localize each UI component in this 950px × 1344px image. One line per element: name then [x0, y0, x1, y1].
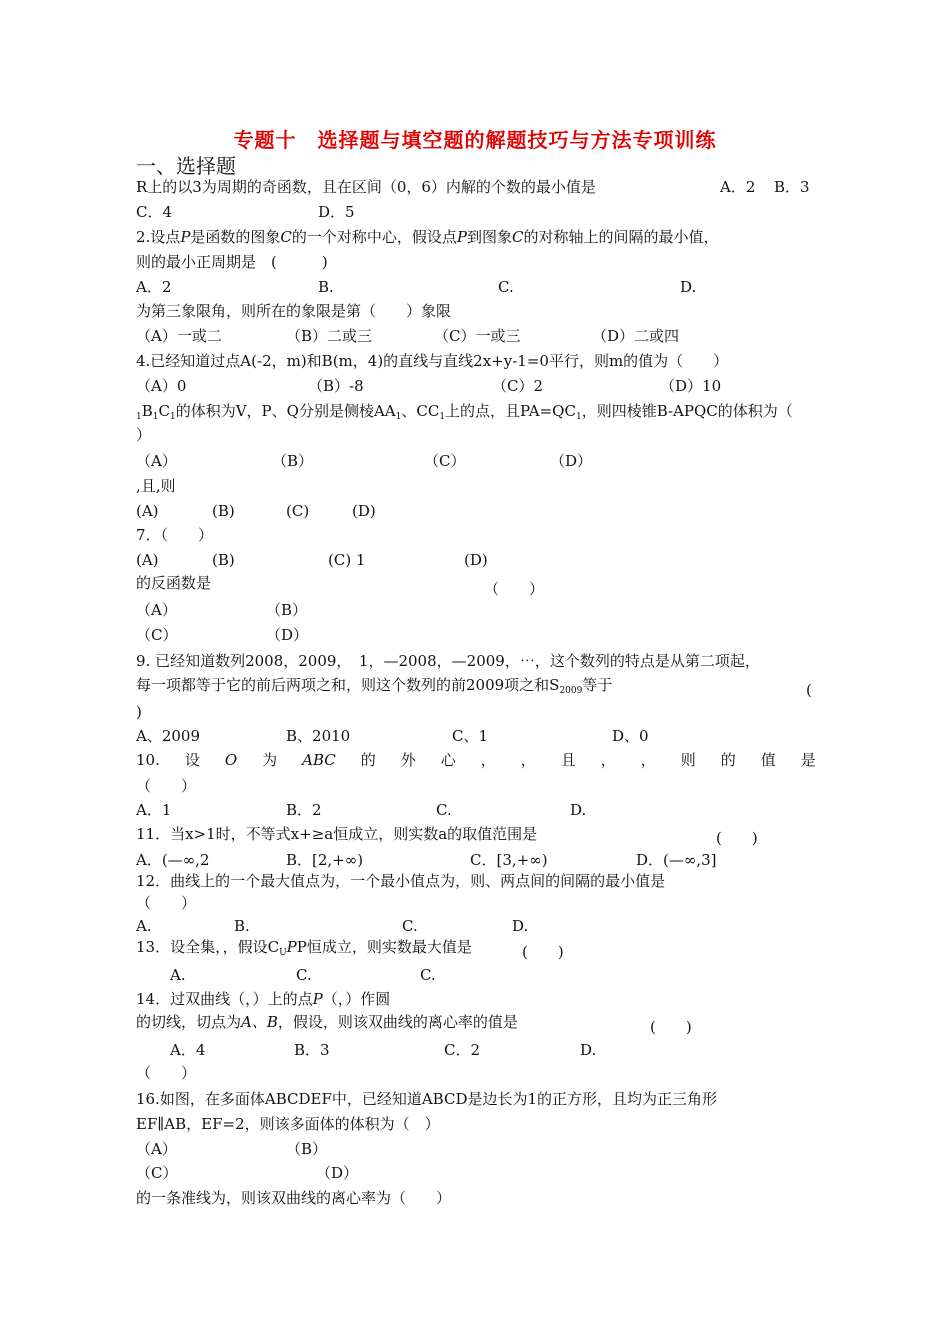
- question-8-option-c: （C）: [136, 626, 178, 644]
- question-5-option-d: （D）: [550, 452, 593, 470]
- question-7-option-b: (B): [212, 551, 235, 569]
- question-16-option-d: （D）: [316, 1164, 359, 1182]
- question-4-option-a: （A）0: [136, 377, 187, 395]
- question-14-option-a: A．4: [170, 1041, 206, 1059]
- question-5-line-2: ）: [136, 426, 152, 444]
- question-10-answer-paren: （ ）: [136, 777, 197, 795]
- question-5-option-b: （B）: [272, 452, 314, 470]
- question-16-option-a: （A）: [136, 1140, 177, 1158]
- question-6-text: ,且,则: [136, 477, 176, 495]
- question-12-option-a: A.: [136, 917, 152, 935]
- question-14-line-2: 的切线，切点为A、B，假设，则该双曲线的离心率的值是: [136, 1013, 518, 1031]
- question-14-option-d: D.: [580, 1041, 597, 1059]
- question-13-option-a: A.: [170, 966, 186, 984]
- question-16-option-c: （C）: [136, 1164, 178, 1182]
- section-heading: 一、选择题: [136, 154, 236, 178]
- question-1-text: R上的以3为周期的奇函数，且在区间（0，6）内解的个数的最小值是: [136, 178, 596, 196]
- question-9-line-2: 每一项都等于它的前后两项之和，则这个数列的前2009项之和$S_{2009}$等于: [136, 676, 613, 696]
- question-11-option-c: C．[3,+∞): [470, 851, 548, 869]
- question-10-option-c: C.: [436, 801, 452, 819]
- question-8-option-b: （B）: [266, 601, 308, 619]
- question-12-option-c: C.: [402, 917, 418, 935]
- question-1-option-b: B．3: [774, 178, 810, 196]
- question-4-option-d: （D）10: [660, 377, 722, 395]
- question-16-line-1: 16.如图，在多面体ABCDEF中，已经知道ABCD是边长为1的正方形，且均为正三角形: [136, 1090, 718, 1108]
- question-8-text: 的反函数是: [136, 574, 212, 592]
- question-14-line-1: 14．过双曲线（，）上的点P（，）作圆: [136, 990, 391, 1008]
- question-13-answer-paren: ( ): [522, 943, 564, 961]
- question-9-option-d: D、0: [612, 727, 649, 745]
- question-5-line-1: $_1B_1C_1$的体积为V，P、Q分别是侧棱$AA_1$、$CC_1$上的点，且$PA=QC_1$，则四棱锥B-APQC的体积为（: [136, 402, 793, 422]
- question-2-option-c: C.: [498, 278, 514, 296]
- question-1-option-d: D．5: [318, 203, 355, 221]
- question-11-option-a: A．(—∞,2: [136, 851, 210, 869]
- question-10-text: 10. 设 O 为 ABC 的 外 心 ， ， 且 ， ， 则 的 值 是: [136, 751, 816, 769]
- question-2-option-a: A．2: [136, 278, 172, 296]
- question-1-option-c: C．4: [136, 203, 173, 221]
- question-3-text: 为第三象限角，则所在的象限是第（ ）象限: [136, 302, 452, 320]
- question-7-option-a: (A): [136, 551, 159, 569]
- question-8-answer-paren: （ ）: [484, 580, 545, 598]
- question-15-answer-paren: （ ）: [136, 1064, 197, 1082]
- question-2-line-2: 则的最小正周期是 ( ): [136, 253, 328, 271]
- question-6-option-a: (A): [136, 502, 159, 520]
- question-2-line-1: 2.设点P是函数的图象C的一个对称中心，假设点P到图象C的对称轴上的间隔的最小值，: [136, 228, 719, 246]
- question-3-option-c: （C）一或三: [434, 327, 521, 345]
- question-5-option-a: （A）: [136, 452, 177, 470]
- question-11-option-d: D．(—∞,3]: [636, 851, 717, 869]
- question-6-option-c: (C): [286, 502, 310, 520]
- question-7-option-d: (D): [464, 551, 488, 569]
- question-13-option-c: C.: [420, 966, 436, 984]
- question-11-text: 11．当x>1时，不等式x+≥a恒成立，则实数a的取值范围是: [136, 825, 538, 843]
- question-9-paren-close: ): [136, 703, 142, 721]
- question-14-answer-paren: ( ): [650, 1018, 692, 1036]
- question-4-option-c: （C）2: [492, 377, 544, 395]
- page-title: 专题十 选择题与填空题的解题技巧与方法专项训练: [233, 128, 717, 152]
- question-6-option-b: (B): [212, 502, 235, 520]
- question-12-answer-paren: （ ）: [136, 894, 197, 912]
- question-11-answer-paren: ( ): [716, 829, 758, 847]
- question-9-option-b: B、2010: [286, 727, 351, 745]
- question-13-option-b: C.: [296, 966, 312, 984]
- question-14-option-b: B．3: [294, 1041, 330, 1059]
- question-12-option-d: D.: [512, 917, 529, 935]
- question-1-option-a: A．2: [720, 178, 756, 196]
- question-6-option-d: (D): [352, 502, 376, 520]
- question-3-option-d: （D）二或四: [592, 327, 680, 345]
- question-11-option-b: B．[2,+∞): [286, 851, 364, 869]
- question-5-option-c: （C）: [424, 452, 466, 470]
- question-8-option-a: （A）: [136, 601, 177, 619]
- question-16-option-b: （B）: [286, 1140, 328, 1158]
- question-9-line-1: 9. 已经知道数列2008，2009， 1，—2008，—2009，⋯，这个数列的特点是从第二项起，: [136, 652, 760, 670]
- question-2-option-b: B.: [318, 278, 334, 296]
- question-2-option-d: D.: [680, 278, 697, 296]
- question-16-line-2: EF∥AB，EF=2，则该多面体的体积为（ ）: [136, 1115, 440, 1133]
- question-10-option-a: A．1: [136, 801, 172, 819]
- question-14-option-c: C．2: [444, 1041, 481, 1059]
- question-3-option-b: （B）二或三: [286, 327, 373, 345]
- question-9-option-a: A、2009: [136, 727, 201, 745]
- question-8-option-d: （D）: [266, 626, 309, 644]
- question-7-text: 7．（ ）: [136, 526, 214, 544]
- question-10-option-b: B．2: [286, 801, 322, 819]
- question-9-paren-open: (: [806, 681, 812, 699]
- question-9-option-c: C、1: [452, 727, 489, 745]
- question-4-option-b: （B）-8: [308, 377, 364, 395]
- question-7-option-c: (C) 1: [328, 551, 366, 569]
- question-10-option-d: D.: [570, 801, 587, 819]
- question-13-text: 13．设全集，，假设$C_UPP$恒成立，则实数最大值是: [136, 938, 472, 958]
- question-12-text: 12．曲线上的一个最大值点为，一个最小值点为，则、两点间的间隔的最小值是: [136, 872, 666, 890]
- question-4-text: 4.已经知道过点A(-2，m)和B(m，4)的直线与直线2x+y-1=0平行，则m的值为（ ）: [136, 352, 729, 370]
- question-17-text: 的一条准线为，则该双曲线的离心率为（ ）: [136, 1189, 452, 1207]
- question-3-option-a: （A）一或二: [136, 327, 222, 345]
- question-12-option-b: B.: [234, 917, 250, 935]
